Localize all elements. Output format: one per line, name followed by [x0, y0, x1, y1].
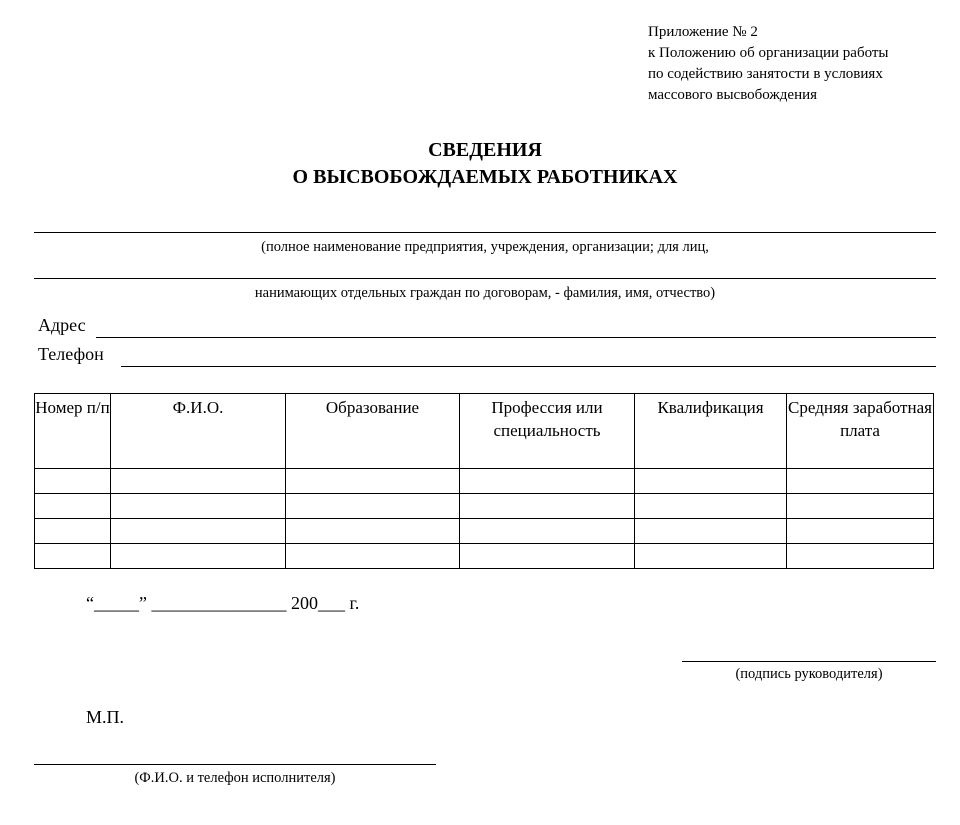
address-label: Адрес [38, 315, 86, 335]
table-cell[interactable] [460, 494, 635, 519]
address-field[interactable] [96, 337, 936, 338]
table-cell[interactable] [635, 469, 787, 494]
stamp-placeholder: М.П. [86, 707, 125, 727]
table-cell[interactable] [787, 494, 934, 519]
org-name-line-1[interactable] [34, 232, 936, 233]
table-cell[interactable] [111, 494, 286, 519]
header-education: Образование [286, 394, 460, 469]
table-row [35, 469, 934, 494]
workers-table [34, 393, 934, 569]
appendix-line: Приложение № 2 [648, 24, 758, 40]
header-fio: Ф.И.О. [111, 394, 286, 469]
table-cell[interactable] [111, 469, 286, 494]
table-cell[interactable] [460, 519, 635, 544]
date-line[interactable]: “_____” _______________ 200___ г. [86, 593, 360, 613]
title-line-2: О ВЫСВОБОЖДАЕМЫХ РАБОТНИКАХ [292, 166, 678, 188]
table-cell[interactable] [286, 544, 460, 569]
signature-caption: (подпись руководителя) [735, 666, 883, 682]
executor-line[interactable] [34, 764, 436, 765]
table-cell[interactable] [286, 494, 460, 519]
appendix-line: по содействию занятости в условиях [648, 66, 883, 82]
table-cell[interactable] [787, 544, 934, 569]
header-profession: Профессия или специальность [460, 394, 635, 469]
appendix-line: к Положению об организации работы [648, 45, 889, 61]
org-caption-1: (полное наименование предприятия, учреждения, организации; для лиц, [261, 239, 709, 255]
document-title [0, 137, 960, 191]
table-cell[interactable] [35, 494, 111, 519]
phone-field[interactable] [121, 366, 936, 367]
phone-label: Телефон [38, 344, 104, 364]
table-row [35, 544, 934, 569]
org-caption-2: нанимающих отдельных граждан по договорам, - фамилия, имя, отчество) [254, 285, 716, 301]
table-cell[interactable] [787, 519, 934, 544]
appendix-note [648, 22, 889, 106]
table-row [35, 494, 934, 519]
table-cell[interactable] [111, 519, 286, 544]
executor-caption: (Ф.И.О. и телефон исполнителя) [134, 770, 336, 786]
table-cell[interactable] [35, 469, 111, 494]
table-header-row [35, 394, 934, 469]
table-cell[interactable] [635, 519, 787, 544]
table-cell[interactable] [286, 519, 460, 544]
table-cell[interactable] [35, 544, 111, 569]
header-number: Номер п/п [35, 394, 111, 469]
table-cell[interactable] [787, 469, 934, 494]
header-qualification: Квалификация [635, 394, 787, 469]
table-cell[interactable] [35, 519, 111, 544]
org-name-line-2[interactable] [34, 278, 936, 279]
table-cell[interactable] [460, 469, 635, 494]
title-line-1: СВЕДЕНИЯ [428, 139, 542, 161]
table-cell[interactable] [111, 544, 286, 569]
table-cell[interactable] [635, 494, 787, 519]
appendix-line: массового высвобождения [648, 87, 818, 103]
table-row [35, 519, 934, 544]
table-cell[interactable] [286, 469, 460, 494]
header-salary: Средняя заработная плата [787, 394, 934, 469]
table-cell[interactable] [460, 544, 635, 569]
table-cell[interactable] [635, 544, 787, 569]
signature-line[interactable] [682, 661, 936, 662]
